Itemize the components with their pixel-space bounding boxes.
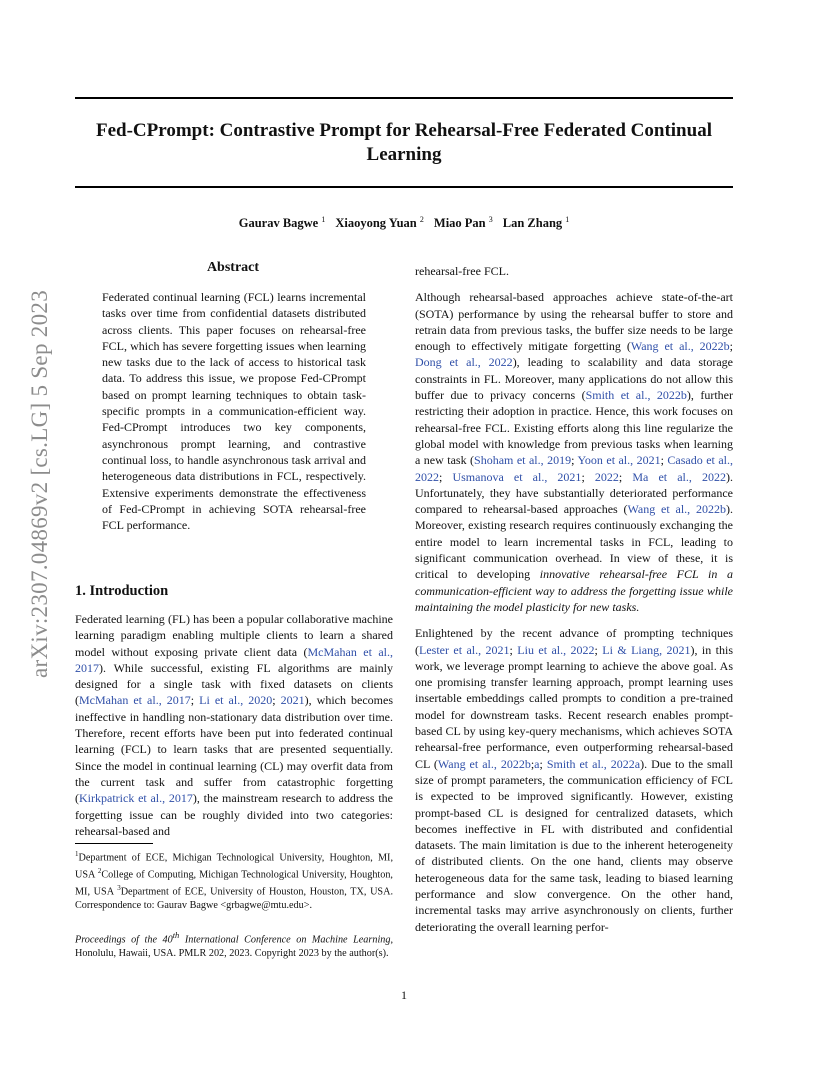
text-run: ; bbox=[618, 469, 633, 484]
citation-link[interactable]: McMahan et al., 2017 bbox=[79, 693, 191, 708]
text-run: ; bbox=[539, 756, 547, 771]
text-run: ; bbox=[581, 469, 595, 484]
citation-link[interactable]: a bbox=[534, 756, 540, 771]
citation-link[interactable]: Lester et al., 2021 bbox=[419, 642, 510, 657]
text-run: ). Moreover, existing research requires continuously exchanging the entire model to learn incremental tasks in FCL, leading to significant communication overhead. In view of these, it is critical to developing bbox=[415, 502, 733, 582]
citation-link[interactable]: Wang et al., 2022b bbox=[630, 339, 730, 354]
text-run: International Conference on Machine Learning bbox=[179, 934, 391, 946]
author-name: Lan Zhang $^1$ bbox=[502, 215, 570, 231]
right-paragraph-prompting bbox=[415, 625, 733, 935]
text-run: ; bbox=[729, 339, 733, 354]
author-affiliation-mark: 3 bbox=[488, 215, 493, 224]
section-heading-introduction: 1. Introduction bbox=[75, 583, 169, 599]
text-run: ). Due to the small size of prompt parameters, the communication efficiency of FCL is expected to be improved significantly. However, existing prompt-based CL is designed for centralized datasets, which becomes ineffective in FL with distributed and confidential datasets. The main limitation is due to the inherent heterogeneity of distributed clients. On the one hand, clients may observe heterogeneous data for the same task, leading to biased learning performance and slow convergence. On the other hand, incremental tasks may arrive asynchronously on clients, further deteriorating the overall learning perfor- bbox=[415, 756, 733, 934]
text-run: Department of ECE, University of Houston, Houston, TX, USA. Correspondence to: Gaurav Bagwe <grbagwe@mtu.edu>. bbox=[75, 886, 393, 911]
author-affiliation-mark: 1 bbox=[565, 215, 570, 224]
citation-link[interactable]: Shoham et al., 2019 bbox=[474, 453, 572, 468]
text-run: 2 bbox=[97, 866, 102, 875]
text-run: ; bbox=[530, 756, 535, 771]
citation-link[interactable]: Li & Liang, 2021 bbox=[602, 642, 691, 657]
text-run: Enlightened by the recent advance of prompting techniques ( bbox=[415, 626, 733, 657]
citation-link[interactable]: Wang et al., 2022b bbox=[627, 502, 726, 517]
citation-link[interactable]: Casado et al., 2022 bbox=[415, 453, 733, 484]
author-name: Gaurav Bagwe $^1$ bbox=[238, 215, 326, 231]
citation-link[interactable]: Wang et al., 2022b bbox=[437, 756, 531, 771]
page-number: 1 bbox=[401, 988, 407, 1002]
text-run: , Honolulu, Hawaii, USA. PMLR 202, 2023. Copyright 2023 by the author(s). bbox=[75, 934, 394, 959]
citation-link[interactable]: Smith et al., 2022a bbox=[546, 756, 641, 771]
text-run: ; bbox=[571, 453, 578, 468]
text-run: ; bbox=[190, 693, 200, 708]
proceedings-note bbox=[75, 929, 393, 960]
text-run: innovative rehearsal-free FCL in a communication-efficient way to address the forgetting issue while maintaining the model plasticity for new tasks. bbox=[415, 567, 733, 614]
author-name: Xiaoyong Yuan $^2$ bbox=[335, 215, 424, 231]
text-run: ). While successful, existing FL algorithms are mainly designed for a single task with fixed datasets on clients ( bbox=[75, 660, 393, 708]
affiliations-footnote bbox=[75, 848, 393, 912]
footnote-rule bbox=[75, 843, 153, 844]
right-paragraph-rehearsal bbox=[415, 289, 733, 615]
arxiv-stamp: arXiv:2307.04869v2 [cs.LG] 5 Sep 2023 bbox=[27, 290, 52, 678]
text-run: 3 bbox=[117, 883, 121, 892]
citation-link[interactable]: Usmanova et al., 2021 bbox=[452, 469, 582, 484]
citation-link[interactable]: Dong et al., 2022 bbox=[415, 355, 513, 370]
citation-link[interactable]: 2022 bbox=[594, 469, 619, 484]
text-run: ), in this work, we leverage prompt learning to achieve the above goal. As one promising transfer learning approach, prompt learning uses insertable embeddings called prompts to condition a pre-trained model for downstream tasks. Recent research enables prompt-based CL by using key-query mechanisms, which achieves SOTA rehearsal-free performance, even outperforming rehearsal-based CL ( bbox=[415, 642, 733, 771]
citation-link[interactable]: Liu et al., 2022 bbox=[517, 642, 595, 657]
paper-title: Fed-CPrompt: Contrastive Prompt for Rehearsal-Free Federated Continual Learning bbox=[96, 120, 712, 165]
author-list bbox=[75, 215, 733, 231]
intro-paragraph bbox=[75, 611, 393, 839]
text-run: ), leading to scalability and data storage constraints in FL. Moreover, many applications do not allow this buffer due to privacy concerns ( bbox=[415, 355, 733, 403]
author-affiliation-mark: 2 bbox=[419, 215, 424, 224]
text-run: ), the mainstream research to address the forgetting issue can be roughly divided into two categories: rehearsal-based and bbox=[75, 791, 393, 838]
right-paragraph-continuation: rehearsal-free FCL. bbox=[415, 264, 509, 278]
title-bottom-rule bbox=[75, 186, 733, 188]
text-run: ). Unfortunately, they have substantially deteriorated performance compared to rehearsal-based approaches ( bbox=[415, 469, 733, 517]
text-run: Proceedings of the bbox=[75, 934, 163, 946]
text-run: College of Computing, Michigan Technological University, Houghton, MI, USA bbox=[75, 869, 393, 898]
citation-link[interactable]: Li et al., 2020 bbox=[199, 693, 273, 708]
citation-link[interactable]: Kirkpatrick et al., 2017 bbox=[79, 791, 193, 806]
text-run: ; bbox=[594, 642, 603, 657]
text-run: ; bbox=[439, 469, 453, 484]
text-run: Department of ECE, Michigan Technological University, Houghton, MI, USA bbox=[75, 852, 393, 881]
title-top-rule bbox=[75, 97, 733, 99]
abstract-heading: Abstract bbox=[206, 260, 260, 275]
citation-link[interactable]: Ma et al., 2022 bbox=[632, 469, 726, 484]
author-affiliation-mark: 1 bbox=[321, 215, 326, 224]
text-run: th bbox=[172, 930, 180, 940]
author-name: Miao Pan $^3$ bbox=[433, 215, 493, 231]
citation-link[interactable]: McMahan et al., 2017 bbox=[75, 644, 393, 675]
text-run: Federated learning (FL) has been a popular collaborative machine learning paradigm enabling multiple clients to learn a shared model without exposing private client data ( bbox=[75, 612, 393, 659]
text-run: ), further restricting their adoption in practice. Hence, this work focuses on rehearsal-free FCL. Existing efforts along this line regularize the global model with knowledge from previous tasks when learning a new task ( bbox=[415, 388, 733, 468]
citation-link[interactable]: Smith et al., 2022b bbox=[585, 388, 687, 403]
text-run: ; bbox=[272, 693, 281, 708]
introduction-column bbox=[75, 611, 393, 849]
text-run: 40 bbox=[162, 934, 173, 946]
right-column bbox=[415, 263, 733, 945]
text-run: ), which becomes ineffective in handling non-stationary data distribution over time. Therefore, recent efforts have been put into federated continual learning (FCL) to learn tasks that are presented sequentially. Since the model in continual learning (CL) may overfit data from the current task and suffer from catastrophic forgetting ( bbox=[75, 693, 394, 806]
citation-link[interactable]: Yoon et al., 2021 bbox=[577, 453, 661, 468]
text-run: Although rehearsal-based approaches achieve state-of-the-art (SOTA) performance by using the rehearsal buffer to store and retrain data from previous tasks, the buffer size needs to be large enough to effectively mitigate forgetting ( bbox=[415, 290, 733, 354]
abstract-text: Federated continual learning (FCL) learns incremental tasks over time from confidential datasets distributed across clients. This paper focuses on rehearsal-free FCL, which has severe forgetting issues when learning new tasks due to the lack of access to historical task data. To address this issue, we propose Fed-CPrompt based on prompt learning techniques to obtain task-specific prompts in a communication-efficient way. Fed-CPrompt introduces two key components, asynchronous prompt learning, and contrastive continual loss, to handle asynchronous task arrival and heterogeneous data distributions in FCL, respectively. Extensive experiments demonstrate the effectiveness of Fed-CPrompt in achieving SOTA rehearsal-free FCL performance. bbox=[102, 290, 366, 533]
citation-link[interactable]: 2021 bbox=[280, 693, 305, 708]
text-run: ; bbox=[660, 453, 668, 468]
text-run: ; bbox=[509, 642, 518, 657]
text-run: 1 bbox=[75, 850, 79, 858]
